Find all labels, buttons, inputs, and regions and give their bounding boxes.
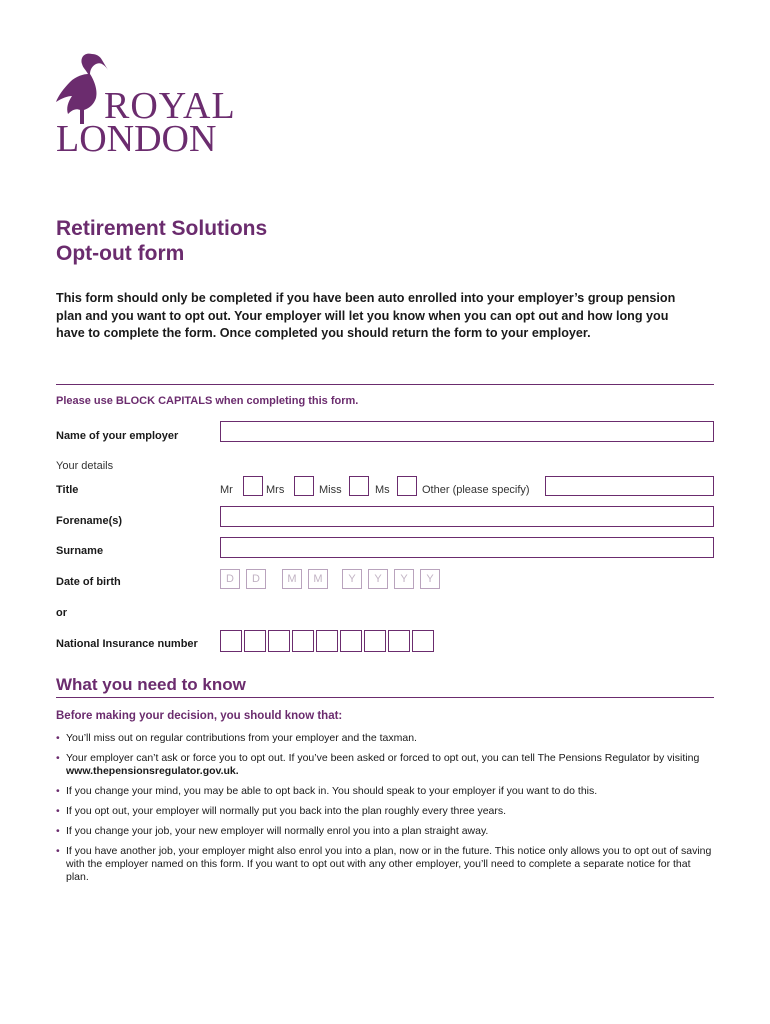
or-label: or: [56, 607, 67, 619]
title-mr-checkbox[interactable]: [243, 476, 263, 496]
surname-label: Surname: [56, 545, 104, 557]
intro-text: This form should only be completed if you have been auto enrolled into your employer’s group pension plan and you want to opt out. Your employer will let you know when you can opt out and how long you have to complete the form. Once completed you should return the form to your employer.: [56, 291, 676, 340]
divider: [56, 384, 714, 385]
dob-month-2[interactable]: M: [308, 569, 328, 589]
regulator-link[interactable]: www.thepensionsregulator.gov.uk.: [66, 765, 239, 777]
list-item: • You’ll miss out on regular contributions from your employer and the taxman.: [56, 732, 716, 745]
title-option-miss: Miss: [319, 484, 342, 496]
dob-day-2[interactable]: D: [246, 569, 266, 589]
title-other-input[interactable]: [545, 476, 714, 496]
ni-box-4[interactable]: [292, 630, 314, 652]
ni-box-9[interactable]: [412, 630, 434, 652]
employer-input[interactable]: [220, 421, 714, 442]
title-option-mrs: Mrs: [266, 484, 285, 496]
ni-box-2[interactable]: [244, 630, 266, 652]
royal-london-logo: [54, 50, 236, 160]
forenames-input[interactable]: [220, 506, 714, 527]
section-subheading: Before making your decision, you should know that:: [56, 710, 343, 722]
dob-month-1[interactable]: M: [282, 569, 302, 589]
dob-year-2[interactable]: Y: [368, 569, 388, 589]
dob-year-4[interactable]: Y: [420, 569, 440, 589]
list-item: • If you change your mind, you may be able to opt back in. You should speak to your employer if you want to do this.: [56, 785, 716, 798]
ni-box-8[interactable]: [388, 630, 410, 652]
title-option-mr: Mr: [220, 484, 233, 496]
section-heading: What you need to know: [56, 675, 246, 694]
ni-box-6[interactable]: [340, 630, 362, 652]
list-item: • If you opt out, your employer will normally put you back into the plan roughly every three years.: [56, 805, 716, 818]
list-item: • If you change your job, your new employer will normally enrol you into a plan straight away.: [56, 825, 716, 838]
list-item: • If you have another job, your employer might also enrol you into a plan, now or in the future. This notice only allows you to opt out of saving with the employer named on this form. If you want to opt out with any other employer, you’ll need to complete a separate notice for that plan.: [56, 845, 716, 884]
title-option-other: Other (please specify): [422, 484, 530, 496]
your-details-label: Your details: [56, 460, 114, 472]
title-option-ms: Ms: [375, 484, 390, 496]
list-item: • Your employer can’t ask or force you to opt out. If you’ve been asked or forced to opt out, you can tell The Pensions Regulator by visiting www.thepensionsregulator.gov.uk.: [56, 752, 716, 778]
info-list: [56, 732, 716, 891]
employer-label: Name of your employer: [56, 430, 179, 442]
logo-london: LONDON: [56, 118, 217, 160]
title-miss-checkbox[interactable]: [349, 476, 369, 496]
dob-year-1[interactable]: Y: [342, 569, 362, 589]
ni-box-5[interactable]: [316, 630, 338, 652]
ni-box-3[interactable]: [268, 630, 290, 652]
ni-box-1[interactable]: [220, 630, 242, 652]
block-capitals-note: Please use BLOCK CAPITALS when completing this form.: [56, 395, 359, 407]
logo-royal: ROYAL: [104, 85, 236, 127]
ni-box-7[interactable]: [364, 630, 386, 652]
title-label: Title: [56, 484, 79, 496]
dob-day-1[interactable]: D: [220, 569, 240, 589]
page-subtitle: Opt-out form: [56, 242, 185, 265]
title-ms-checkbox[interactable]: [397, 476, 417, 496]
forenames-label: Forename(s): [56, 515, 123, 527]
section-divider: [56, 697, 714, 698]
title-mrs-checkbox[interactable]: [294, 476, 314, 496]
dob-label: Date of birth: [56, 576, 121, 588]
dob-year-3[interactable]: Y: [394, 569, 414, 589]
surname-input[interactable]: [220, 537, 714, 558]
ni-label: National Insurance number: [56, 638, 198, 650]
page-title: Retirement Solutions: [56, 217, 268, 240]
